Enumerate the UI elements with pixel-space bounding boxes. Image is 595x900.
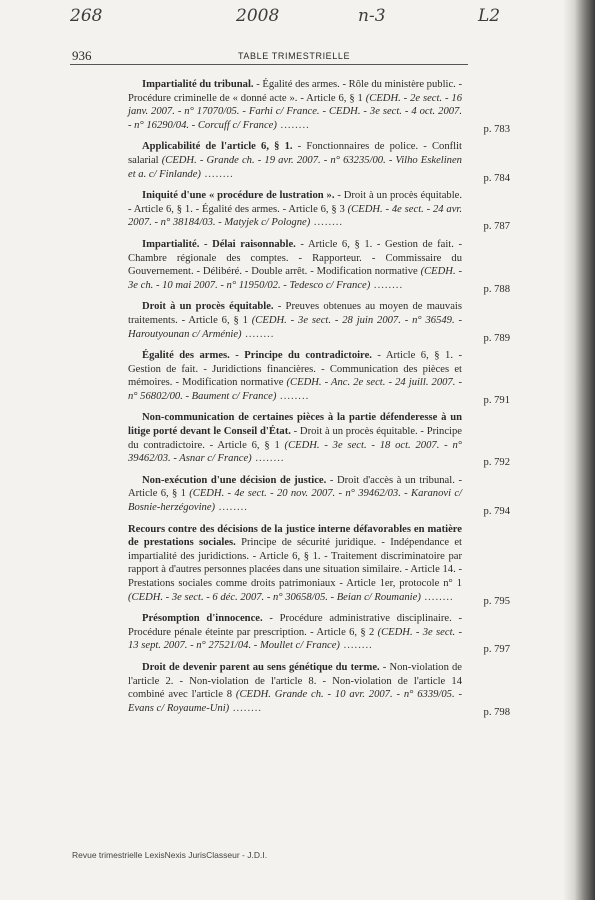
page-number: 936 — [72, 48, 92, 63]
entry-page-ref: p. 789 — [483, 332, 510, 344]
entry-text: - Droit à un procès équitable. - Article 6, § 1. - Égalité des armes. - Article 6, § 3 — [128, 190, 462, 215]
handwritten-note-issue: n-3 — [358, 6, 386, 26]
leader-dots: ........ — [276, 119, 310, 131]
entry-text: Principe de sécurité juridique. - Indépendance et impartialité des juridictions. - Article 6, § 1. - Traitement discriminatoire par rapport à d'autres personnes placées dans une situation similaire. - Article 14. - Prestations sociales comme droits patrimoniaux - Article 1er, protocole n° 1 — [128, 537, 462, 589]
entry-page-ref: p. 783 — [483, 123, 510, 135]
page-edge-shadow — [563, 0, 595, 900]
entry-page-ref: p. 797 — [483, 644, 510, 656]
entry-title: Droit de devenir parent au sens génétique du terme. — [142, 661, 380, 673]
entry-title: Droit à un procès équitable. — [142, 301, 274, 313]
entry-title: Égalité des armes. - Principe du contradictoire. — [142, 350, 372, 362]
toc-entry-2 — [128, 140, 510, 184]
entry-citation: (CEDH. - 3e sect. - 18 oct. 2007. - n° 39462/03. - Asnar c/ France) — [128, 439, 462, 465]
header-rule — [70, 64, 468, 65]
entry-citation: (CEDH. - 4e sect. - 20 nov. 2007. - n° 39462/03. - Karanovi c/ Bosnie-herzégovine) — [128, 488, 462, 514]
toc-entry-10 — [128, 612, 510, 656]
entry-text: - Preuves obtenues au moyen de mauvais traitements. - Article 6, § 1 — [128, 301, 462, 326]
toc-entry-9 — [128, 523, 510, 607]
entry-citation: (CEDH. Grande ch. - 10 avr. 2007. - n° 6339/05. - Evans c/ Royaume-Uni) — [128, 689, 463, 714]
leader-dots: ........ — [251, 453, 285, 465]
entry-title: Non-communication de certaines pièces à la partie défenderesse à un litige porté devant le Conseil d'État. — [128, 412, 462, 438]
entry-title: Applicabilité de l'article 6, § 1. — [142, 141, 293, 153]
running-title: TABLE TRIMESTRIELLE — [238, 51, 351, 61]
entry-text: - Article 6, § 1. - Gestion de fait. - Juridictions financières. - Communication des pièces et mémoires. - Modification normative — [128, 350, 463, 389]
entry-text: - Article 6, § 1. - Gestion de fait. - Chambre régionale des comptes. - Rapporteur. - Commissaire du Gouvernement. - Délibéré. - Double arrêt. - Modification normative — [128, 238, 462, 278]
leader-dots: ........ — [241, 328, 275, 340]
entry-text: - Fonctionnaires de police. - Conflit salarial — [128, 141, 462, 166]
footer: Revue trimestrielle LexisNexis JurisClasseur - J.D.I. — [72, 850, 268, 860]
leader-dots: ........ — [276, 390, 310, 402]
handwritten-note-left: 268 — [70, 6, 103, 26]
entry-page-ref: p. 798 — [483, 706, 510, 718]
entry-title: Impartialité du tribunal. — [142, 79, 254, 90]
entry-text: - Droit d'accès à un tribunal. - Article 6, § 1 — [128, 474, 462, 500]
entry-citation: (CEDH. - 2e sect. - 16 janv. 2007. - n° 17070/05. - Farhi c/ France. - CEDH. - 3e sect. - 4 oct. 2007. - n° 16290/04. - Corcuff c/ France) — [128, 92, 462, 131]
handwritten-note-year: 2008 — [236, 6, 280, 26]
entry-page-ref: p. 791 — [483, 394, 510, 406]
entry-citation: (CEDH. - 4e sect. - 24 avr. 2007. - n° 38184/03. - Matyjek c/ Pologne) — [128, 203, 462, 229]
table-of-entries — [128, 78, 510, 723]
toc-entry-11 — [128, 661, 510, 718]
leader-dots: ........ — [310, 217, 344, 229]
toc-entry-5 — [128, 300, 510, 344]
entry-citation: (CEDH. - 3e sect. - 13 sept. 2007. - n° 27521/04. - Moullet c/ France) — [128, 626, 462, 652]
entry-title: Iniquité d'une « procédure de lustration ». — [142, 190, 335, 202]
entry-citation: (CEDH. - Anc. 2e sect. - 24 juill. 2007. - n° 56802/00. - Baument c/ France) — [128, 377, 462, 402]
entry-page-ref: p. 784 — [483, 172, 510, 184]
leader-dots: ........ — [215, 502, 248, 514]
entry-citation: (CEDH. - 3e sect. - 6 déc. 2007. - n° 30658/05. - Beian c/ Roumanie) — [128, 591, 421, 603]
entry-citation: (CEDH. - 3e sect. - 28 juin 2007. - n° 36549. - Haroutyounan c/ Arménie) — [128, 314, 463, 340]
entry-citation: (CEDH. - 3e ch. - 10 mai 2007. - n° 11950/02. - Tedesco c/ France) — [128, 266, 462, 291]
entry-title: Présomption d'innocence. — [142, 613, 263, 625]
leader-dots: ........ — [370, 279, 404, 291]
leader-dots: ........ — [420, 591, 454, 603]
entry-text: - Droit à un procès équitable. - Principe du contradictoire. - Article 6, § 1 — [128, 426, 462, 451]
toc-entry-6 — [128, 349, 510, 406]
entry-text: - Non-violation de l'article 2. - Non-violation de l'article 8. - Non-violation de l'article 14 combiné avec l'article 8 — [128, 661, 462, 701]
toc-entry-8 — [128, 474, 510, 518]
entry-page-ref: p. 795 — [483, 595, 510, 607]
entry-citation: (CEDH. - Grande ch. - 19 avr. 2007. - n° 63235/00. - Vilho Eskelinen et a. c/ Finlande) — [128, 154, 462, 180]
toc-entry-7 — [128, 411, 510, 469]
toc-entry-3 — [128, 189, 510, 233]
entry-page-ref: p. 792 — [483, 457, 510, 469]
leader-dots: ........ — [229, 702, 263, 714]
entry-page-ref: p. 787 — [483, 221, 510, 233]
toc-entry-1 — [128, 78, 510, 135]
entry-title: Recours contre des décisions de la justice interne défavorables en matière de prestations sociales. — [128, 523, 462, 549]
entry-text: - Égalité des armes. - Rôle du ministère public. - Procédure criminelle de « donné acte ». - Article 6, § 1 — [128, 79, 462, 104]
entry-title: Impartialité. - Délai raisonnable. — [142, 238, 296, 250]
entry-title: Non-exécution d'une décision de justice. — [142, 474, 327, 486]
entry-text: - Procédure administrative disciplinaire. - Procédure pénale éteinte par prescription. - Article 6, § 2 — [128, 613, 463, 638]
entry-page-ref: p. 794 — [483, 506, 510, 518]
leader-dots: ........ — [200, 168, 234, 180]
leader-dots: ........ — [339, 640, 373, 652]
entry-page-ref: p. 788 — [483, 283, 510, 295]
handwritten-note-right: L2 — [478, 6, 501, 26]
toc-entry-4 — [128, 238, 510, 295]
